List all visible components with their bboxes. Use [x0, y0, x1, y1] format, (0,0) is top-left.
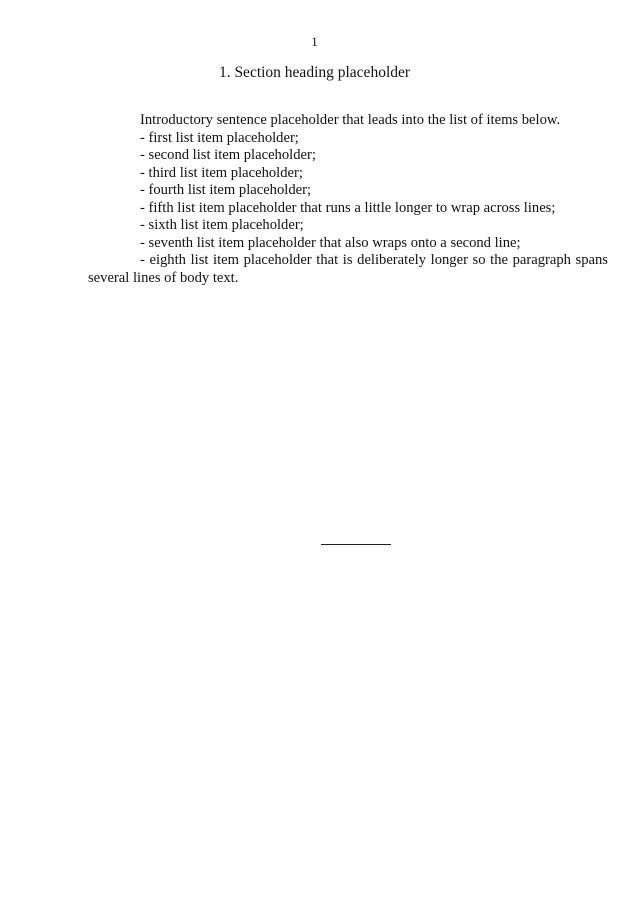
- list-item: - sixth list item placeholder;: [140, 217, 304, 233]
- intro-paragraph: Introductory sentence placeholder that leads into the list of items below.: [140, 112, 561, 128]
- section-heading: 1. Section heading placeholder: [218, 64, 411, 81]
- list-item: - seventh list item placeholder that also wraps onto a second line;: [140, 234, 521, 251]
- page-number: 1: [311, 34, 318, 49]
- list-item: - eighth list item placeholder that is deliberately longer so the paragraph spans several lines of body text.: [88, 252, 608, 286]
- list-item: - second list item placeholder;: [140, 147, 316, 163]
- document-body: [88, 112, 608, 287]
- end-rule: [321, 544, 391, 545]
- list-item: - fourth list item placeholder;: [140, 182, 312, 198]
- list-item: - third list item placeholder;: [140, 164, 303, 181]
- list-item: - fifth list item placeholder that runs a little longer to wrap across lines;: [140, 199, 556, 216]
- list-item: - first list item placeholder;: [140, 129, 299, 146]
